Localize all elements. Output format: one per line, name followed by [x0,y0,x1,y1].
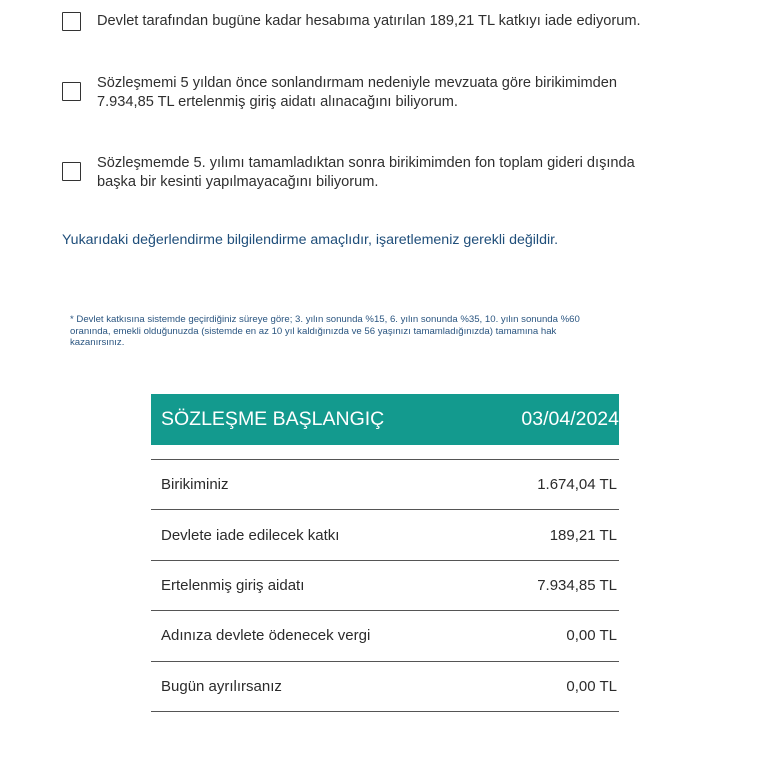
info-note: Yukarıdaki değerlendirme bilgilendirme amaçlıdır, işaretlemeniz gerekli değildir. [62,232,559,248]
row-value: 1.674,04 TL [537,476,617,494]
row-label: Adınıza devlete ödenecek vergi [161,627,371,645]
summary-header [151,394,619,445]
summary-table [151,394,619,712]
table-row-savings [151,460,619,510]
row-value: 0,00 TL [566,627,617,645]
checkbox[interactable] [62,82,81,101]
checkbox[interactable] [62,12,81,31]
contract-start-date: 03/04/2024 [521,408,619,430]
row-value: 0,00 TL [566,677,617,695]
spacer [151,445,619,459]
checklist-item-refund[interactable] [62,12,722,31]
checklist-item-label-line: Sözleşmemde 5. yılımı tamamladıktan sonra birikimimden fon toplam gideri dışında [97,155,635,171]
checklist-item-label [97,154,635,192]
row-value: 7.934,85 TL [537,576,617,594]
checklist-item-label-line: başka bir kesinti yapılmayacağını biliyorum. [97,174,379,190]
checklist-item-label-line: Sözleşmemi 5 yıldan önce sonlandırmam nedeniyle mevzuata göre birikimimden [97,75,617,91]
summary-header-label: SÖZLEŞME BAŞLANGIÇ [161,408,385,430]
row-label: Devlete iade edilecek katkı [161,526,340,544]
checklist-item-no-deduction[interactable] [62,154,722,192]
footnote-line: * Devlet katkısına sistemde geçirdiğiniz süreye göre; 3. yılın sonunda %15, 6. yılın sonunda %35, 10. yılın sonunda %60 [70,314,580,325]
checklist-item-label: Devlet tarafından bugüne kadar hesabıma yatırılan 189,21 TL katkıyı iade ediyorum. [97,13,641,29]
checklist-item-entry-fee[interactable] [62,74,722,112]
checkbox[interactable] [62,162,81,181]
row-label: Birikiminiz [161,476,229,494]
table-row-deferred-entry-fee [151,561,619,611]
table-row-state-contribution-refund [151,510,619,560]
footnote [70,314,670,349]
table-row-tax [151,611,619,661]
table-row-leave-today [151,662,619,712]
row-value: 189,21 TL [549,526,617,544]
row-label: Ertelenmiş giriş aidatı [161,576,305,594]
footnote-line: kazanırsınız. [70,337,125,348]
row-label: Bugün ayrılırsanız [161,677,282,695]
checklist-item-label [97,74,617,112]
summary-rows [151,459,619,712]
checklist-item-label-line: 7.934,85 TL ertelenmiş giriş aidatı alınacağını biliyorum. [97,94,458,110]
footnote-line: oranında, emekli olduğunuzda (sistemde en az 10 yıl kaldığınızda ve 56 yaşınızı tamamladığınızda) tamamına hak [70,325,557,337]
